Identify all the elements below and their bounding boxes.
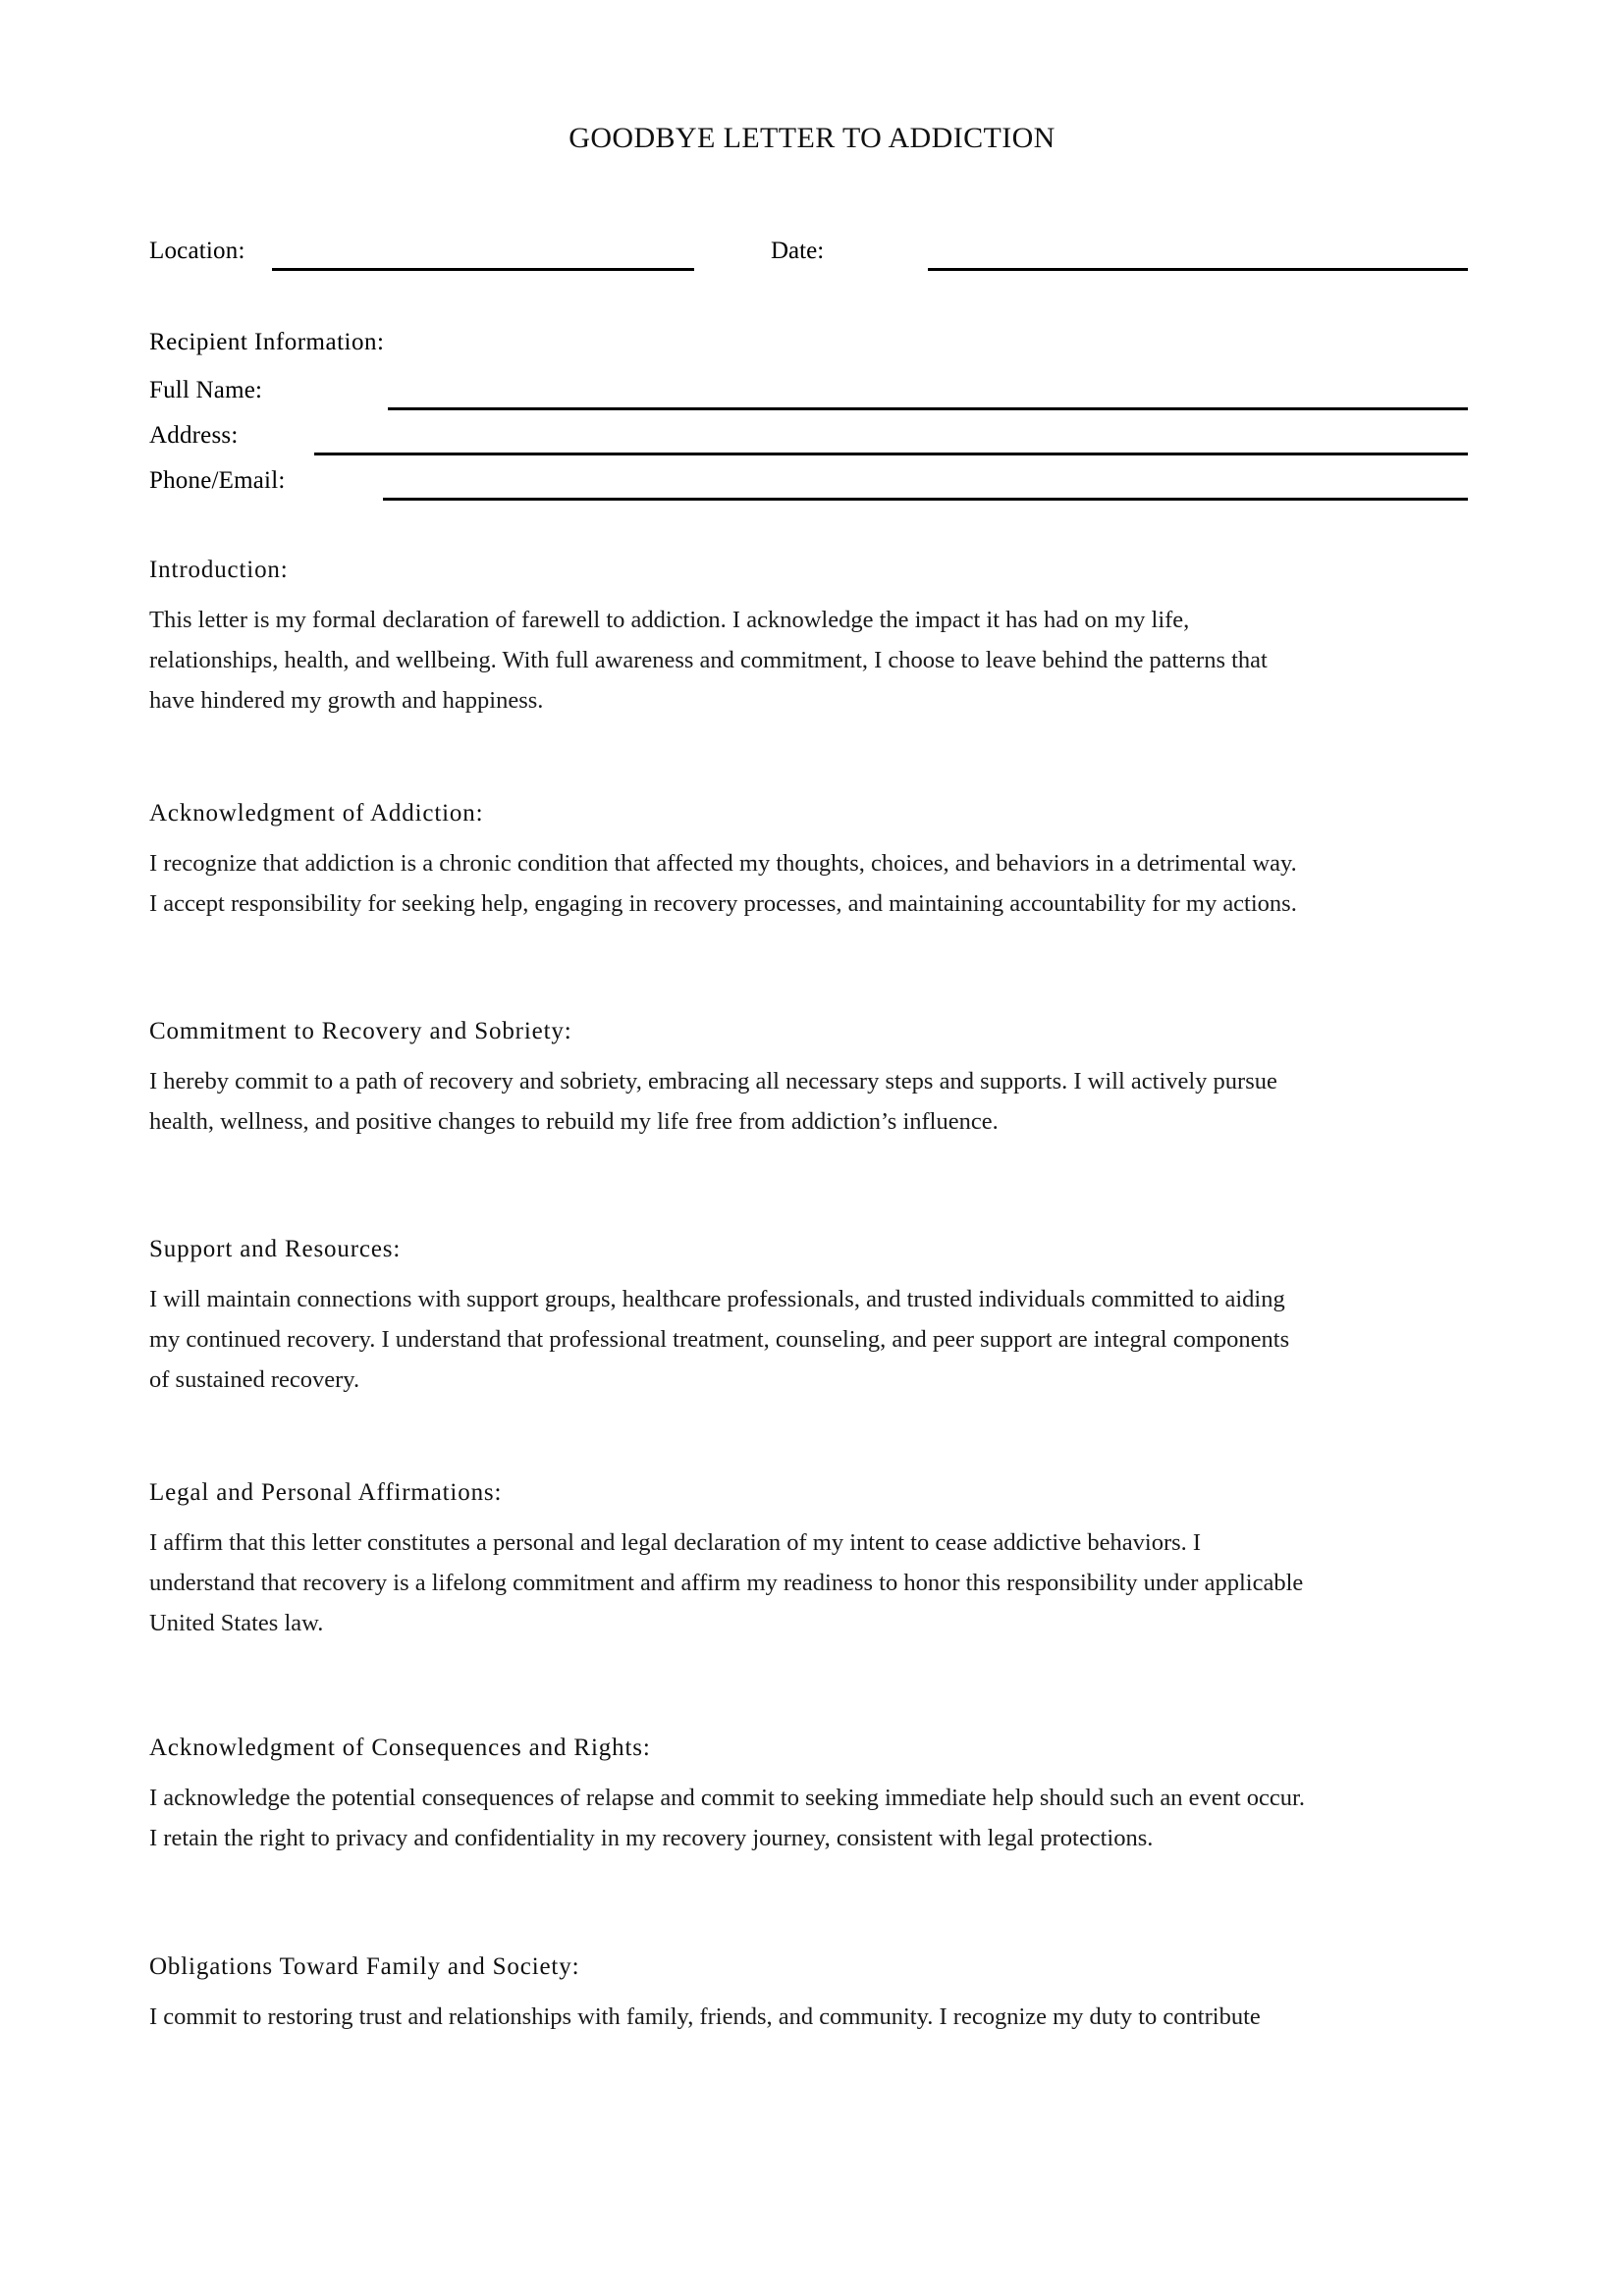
- body-line: I hereby commit to a path of recovery and sobriety, embracing all necessary steps and supports. I will actively pursue: [149, 1068, 1277, 1095]
- body-line: I acknowledge the potential consequences of relapse and commit to seeking immediate help should such an event occur.: [149, 1785, 1305, 1811]
- body-line: I recognize that addiction is a chronic condition that affected my thoughts, choices, and behaviors in a detrimental way.: [149, 850, 1297, 877]
- section-body-introduction: [149, 600, 1470, 721]
- section-body-acknowledgment-of-addiction: [149, 843, 1470, 924]
- section-obligations-toward-family-and-society: [149, 1951, 1470, 2037]
- address-label: Address:: [149, 422, 239, 449]
- body-line: I will maintain connections with support groups, healthcare professionals, and trusted individuals committed to aiding: [149, 1286, 1285, 1312]
- section-heading-support-and-resources: Support and Resources:: [149, 1236, 402, 1262]
- section-body-commitment-to-recovery: [149, 1061, 1470, 1142]
- date-input-line[interactable]: [928, 268, 1468, 271]
- full-name-row: [149, 375, 1468, 408]
- body-line: health, wellness, and positive changes to rebuild my life free from addiction’s influence.: [149, 1108, 999, 1135]
- body-line: understand that recovery is a lifelong commitment and affirm my readiness to honor this responsibility under applicable: [149, 1570, 1304, 1596]
- date-label: Date:: [771, 238, 825, 264]
- full-name-input-line[interactable]: [388, 407, 1468, 410]
- address-row: [149, 420, 1468, 454]
- phone-email-input-line[interactable]: [383, 498, 1468, 501]
- body-line: This letter is my formal declaration of farewell to addiction. I acknowledge the impact it has had on my life,: [149, 607, 1190, 633]
- location-label: Location:: [149, 238, 245, 264]
- location-date-row: [149, 236, 1468, 269]
- phone-email-label: Phone/Email:: [149, 467, 286, 494]
- section-commitment-to-recovery: [149, 1016, 1470, 1142]
- address-input-line[interactable]: [314, 453, 1468, 455]
- body-line: relationships, health, and wellbeing. With full awareness and commitment, I choose to leave behind the patterns that: [149, 647, 1268, 673]
- section-body-legal-and-personal-affirmations: [149, 1522, 1470, 1643]
- section-body-acknowledgment-of-consequences-and-rights: [149, 1778, 1470, 1858]
- body-line: of sustained recovery.: [149, 1366, 360, 1393]
- section-heading-obligations-toward-family-and-society: Obligations Toward Family and Society:: [149, 1953, 580, 1980]
- section-acknowledgment-of-consequences-and-rights: [149, 1733, 1470, 1858]
- section-body-support-and-resources: [149, 1279, 1470, 1400]
- body-line: I affirm that this letter constitutes a personal and legal declaration of my intent to cease addictive behaviors. I: [149, 1529, 1202, 1556]
- section-acknowledgment-of-addiction: [149, 798, 1470, 924]
- section-support-and-resources: [149, 1234, 1470, 1400]
- phone-email-row: [149, 465, 1468, 499]
- section-heading-acknowledgment-of-addiction: Acknowledgment of Addiction:: [149, 800, 484, 827]
- recipient-information-heading: Recipient Information:: [149, 329, 385, 355]
- full-name-label: Full Name:: [149, 377, 263, 403]
- location-input-line[interactable]: [272, 268, 694, 271]
- body-line: United States law.: [149, 1610, 324, 1636]
- section-introduction: [149, 555, 1470, 721]
- section-heading-introduction: Introduction:: [149, 557, 289, 583]
- body-line: I commit to restoring trust and relationships with family, friends, and community. I recognize my duty to contribute: [149, 2003, 1261, 2030]
- body-line: I accept responsibility for seeking help, engaging in recovery processes, and maintaining accountability for my actions.: [149, 890, 1297, 917]
- section-body-obligations-toward-family-and-society: [149, 1997, 1470, 2037]
- section-legal-and-personal-affirmations: [149, 1477, 1470, 1643]
- section-heading-legal-and-personal-affirmations: Legal and Personal Affirmations:: [149, 1479, 503, 1506]
- body-line: have hindered my growth and happiness.: [149, 687, 544, 714]
- section-heading-commitment-to-recovery: Commitment to Recovery and Sobriety:: [149, 1018, 572, 1044]
- body-line: I retain the right to privacy and confidentiality in my recovery journey, consistent with legal protections.: [149, 1825, 1154, 1851]
- body-line: my continued recovery. I understand that professional treatment, counseling, and peer support are integral components: [149, 1326, 1290, 1353]
- section-heading-acknowledgment-of-consequences-and-rights: Acknowledgment of Consequences and Rights:: [149, 1735, 651, 1761]
- page-title: GOODBYE LETTER TO ADDICTION: [568, 122, 1056, 154]
